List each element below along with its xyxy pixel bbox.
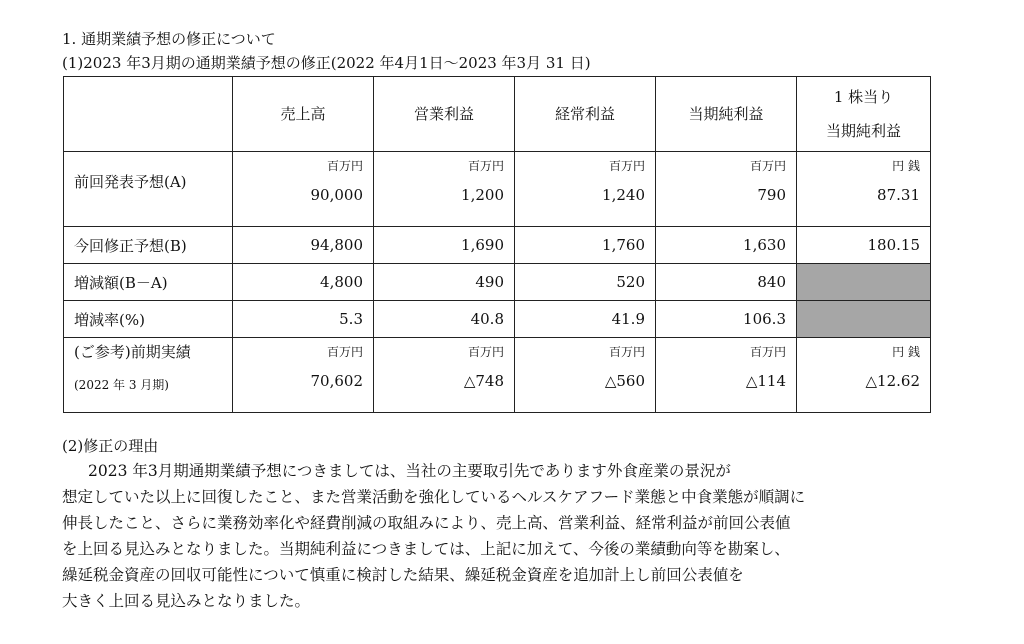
forecast-table bbox=[63, 76, 931, 413]
reason-line: 大きく上回る見込みとなりました。 bbox=[62, 592, 311, 610]
header-eps bbox=[797, 77, 931, 152]
reason-line: 想定していた以上に回復したこと、また営業活動を強化しているヘルスケアフード業態と中食業態が順調に bbox=[62, 488, 806, 506]
row-label: 今回修正予想(B) bbox=[64, 227, 233, 264]
header-empty bbox=[64, 77, 233, 152]
table-row-change-rate bbox=[64, 301, 931, 338]
table-cell: 87.31 bbox=[877, 186, 920, 204]
unit-label: 百万円 bbox=[467, 345, 504, 359]
table-cell: 840 bbox=[656, 264, 797, 301]
table-cell: 4,800 bbox=[233, 264, 374, 301]
table-cell: 490 bbox=[374, 264, 515, 301]
table-cell: △12.62 bbox=[865, 372, 920, 390]
reason-line: 伸長したこと、さらに業務効率化や経費削減の取組みにより、売上高、営業利益、経常利益が前回公表値 bbox=[62, 514, 791, 532]
table-cell: 1,690 bbox=[374, 227, 515, 264]
subsection-heading: (1)2023 年3月期の通期業績予想の修正(2022 年4月1日～2023 年3月 31 日) bbox=[62, 54, 591, 72]
table-cell: 1,760 bbox=[515, 227, 656, 264]
table-cell: 106.3 bbox=[656, 301, 797, 338]
row-label: 増減額(B－A) bbox=[64, 264, 233, 301]
table-cell: 5.3 bbox=[233, 301, 374, 338]
unit-label: 百万円 bbox=[608, 159, 645, 173]
unit-label: 百万円 bbox=[326, 159, 363, 173]
header-operating-profit: 営業利益 bbox=[374, 77, 515, 152]
header-net-income: 当期純利益 bbox=[656, 77, 797, 152]
unit-label: 百万円 bbox=[326, 345, 363, 359]
table-cell: 520 bbox=[515, 264, 656, 301]
table-cell: 180.15 bbox=[797, 227, 931, 264]
table-header-row bbox=[64, 77, 931, 152]
reason-line: を上回る見込みとなりました。当期純利益につきましては、上記に加えて、今後の業績動向等を勘案し、 bbox=[62, 540, 790, 558]
table-row-prior-year bbox=[64, 338, 931, 413]
row-label: (ご参考)前期実績 bbox=[74, 343, 191, 361]
table-cell: 94,800 bbox=[233, 227, 374, 264]
table-cell: 1,630 bbox=[656, 227, 797, 264]
table-cell: 90,000 bbox=[310, 186, 363, 204]
shaded-cell bbox=[797, 264, 931, 301]
reason-heading: (2)修正の理由 bbox=[62, 437, 159, 455]
header-eps-line2: 当期純利益 bbox=[825, 122, 901, 140]
unit-label: 百万円 bbox=[749, 159, 786, 173]
header-ordinary-profit: 経常利益 bbox=[515, 77, 656, 152]
header-eps-line1: 1 株当り bbox=[833, 88, 894, 106]
table-cell: 1,240 bbox=[602, 186, 645, 204]
table-cell: △114 bbox=[745, 372, 786, 390]
unit-label: 円 銭 bbox=[892, 159, 920, 173]
table-cell: 70,602 bbox=[310, 372, 363, 390]
table-cell: 790 bbox=[757, 186, 786, 204]
reason-line: 2023 年3月期通期業績予想につきましては、当社の主要取引先であります外食産業の景況が bbox=[88, 462, 731, 480]
table-cell: 41.9 bbox=[515, 301, 656, 338]
header-sales: 売上高 bbox=[233, 77, 374, 152]
shaded-cell bbox=[797, 301, 931, 338]
unit-label: 百万円 bbox=[749, 345, 786, 359]
unit-label: 百万円 bbox=[608, 345, 645, 359]
table-cell: 1,200 bbox=[461, 186, 504, 204]
row-label: 増減率(%) bbox=[64, 301, 233, 338]
unit-label: 円 銭 bbox=[892, 345, 920, 359]
table-cell: △560 bbox=[604, 372, 645, 390]
table-cell: △748 bbox=[463, 372, 504, 390]
unit-label: 百万円 bbox=[467, 159, 504, 173]
table-row-previous bbox=[64, 152, 931, 227]
table-row-revised bbox=[64, 227, 931, 264]
section-heading: 1. 通期業績予想の修正について bbox=[62, 30, 276, 48]
row-label: 前回発表予想(A) bbox=[74, 173, 187, 191]
row-sublabel: (2022 年 3 月期) bbox=[74, 378, 169, 392]
reason-line: 繰延税金資産の回収可能性について慎重に検討した結果、繰延税金資産を追加計上し前回公表値を bbox=[62, 566, 744, 584]
table-row-change-amount bbox=[64, 264, 931, 301]
table-cell: 40.8 bbox=[374, 301, 515, 338]
